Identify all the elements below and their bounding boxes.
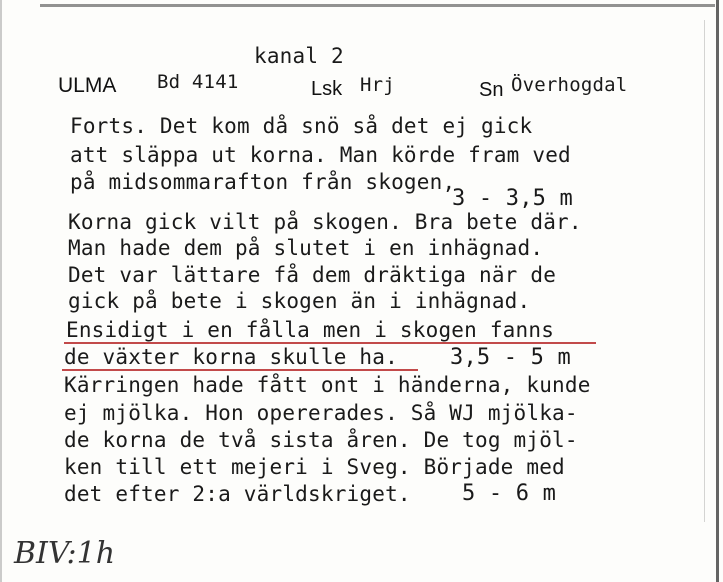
volume-number: Bd 4141 [157,71,239,93]
red-underline [62,369,418,371]
text-line: ej mjölka. Hon opererades. Så WJ mjölka- [64,401,578,425]
card-left-edge [0,0,2,582]
card-right-edge [716,0,719,582]
card-top-edge [40,4,715,7]
parish-label: Sn [479,79,504,101]
text-line: Kärringen hade fått ont i händerna, kunde [64,373,591,397]
timestamp: 5 - 6 m [462,481,557,506]
text-line: gick på bete i skogen än i inhägnad. [68,289,531,313]
text-line: Man hade dem på slutet i en inhägnad. [68,236,544,260]
timestamp: 3 - 3,5 m [452,186,574,211]
archive-code: ULMA [58,74,117,97]
text-line: ken till ett mejeri i Sveg. Började med [64,455,565,479]
text-line: Det var lättare få dem dräktiga när de [68,263,557,287]
text-line: det efter 2:a världskriget. [64,482,411,506]
text-line: Forts. Det kom då snö så det ej gick [70,114,533,138]
district-value: Hrj [360,74,395,96]
text-line-underlined: Ensidigt i en fålla men i skogen fanns [66,318,555,342]
red-underline [64,342,596,344]
district-label: Lsk [311,78,343,100]
kanal-label: kanal 2 [254,44,344,68]
timestamp: 3,5 - 5 m [450,345,572,370]
text-line: att släppa ut korna. Man körde fram ved [70,143,571,167]
handwritten-signature: BIV:1h [14,536,116,571]
card-right-shadow [704,20,705,522]
text-line: Korna gick vilt på skogen. Bra bete där. [68,210,582,234]
text-line: de korna de två sista åren. De tog mjöl- [64,428,578,452]
text-line: på midsommarafton från skogen, [70,170,456,194]
text-line-underlined: de växter korna skulle ha. [64,345,398,369]
parish-value: Överhogdal [511,74,628,96]
